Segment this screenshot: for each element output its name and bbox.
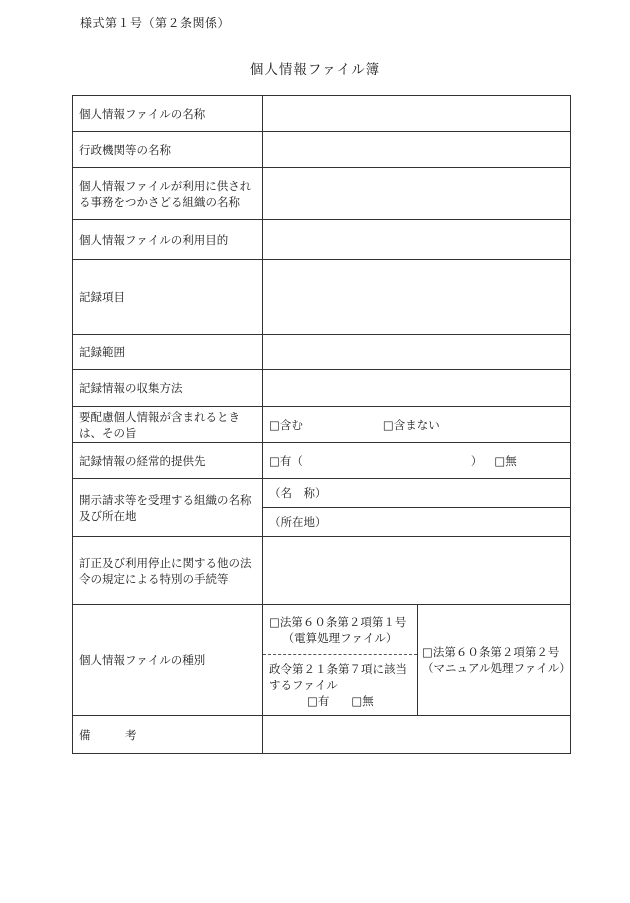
agency-name-field[interactable] — [263, 132, 571, 168]
disclosure-name-field[interactable]: （名 称） — [263, 479, 571, 508]
row-regular-provision — [73, 443, 571, 479]
ordinance-options — [269, 693, 411, 709]
remarks-label: 備 考 — [73, 716, 263, 754]
row-agency-name — [73, 132, 571, 168]
contains-checkbox[interactable]: □含む — [269, 417, 303, 432]
page-title: 個人情報ファイル簿 — [249, 62, 381, 78]
collection-method-label: 記録情報の収集方法 — [73, 370, 263, 407]
disclosure-org-label: 開示請求等を受理する組織の名称及び所在地 — [73, 479, 263, 537]
provision-yes-checkbox[interactable]: □有（ — [269, 453, 303, 468]
ordinance-option — [263, 655, 418, 716]
row-purpose — [73, 220, 571, 260]
manual-file-checkbox[interactable]: □法第６０条第２項第２号 — [422, 645, 560, 659]
computer-file-checkbox[interactable]: □法第６０条第２項第１号 — [269, 614, 407, 629]
record-items-field[interactable] — [263, 260, 571, 335]
regular-provision-options — [263, 443, 571, 479]
disclosure-address-field[interactable]: （所在地） — [263, 508, 571, 537]
not-contains-checkbox[interactable]: □含まない — [382, 417, 440, 432]
special-procedures-label: 訂正及び利用停止に関する他の法令の規定による特別の手続等 — [73, 537, 263, 605]
org-name-field[interactable] — [263, 168, 571, 220]
row-file-name — [73, 96, 571, 132]
computer-file-note: （電算処理ファイル） — [282, 630, 398, 645]
record-items-label: 記録項目 — [73, 260, 263, 335]
computer-file-option — [263, 605, 418, 655]
row-record-items — [73, 260, 571, 335]
file-name-label: 個人情報ファイルの名称 — [73, 96, 263, 132]
row-sensitive-info — [73, 407, 571, 443]
manual-file-option — [418, 605, 571, 716]
ordinance-text-line1: 政令第２１条第７項に該当 — [269, 662, 407, 676]
row-remarks — [73, 716, 571, 754]
row-org-name — [73, 168, 571, 220]
record-scope-field[interactable] — [263, 335, 571, 370]
ordinance-text-line2: するファイル — [269, 678, 338, 692]
provision-no-checkbox[interactable]: □無 — [494, 453, 517, 468]
sensitive-info-options — [263, 407, 571, 443]
collection-method-field[interactable] — [263, 370, 571, 407]
provision-paren-close: ） — [470, 453, 483, 468]
purpose-label: 個人情報ファイルの利用目的 — [73, 220, 263, 260]
row-collection-method — [73, 370, 571, 407]
ordinance-yes-checkbox[interactable]: □有 — [307, 694, 330, 708]
form-number-label: 様式第１号（第２条関係） — [80, 16, 231, 30]
special-procedures-field[interactable] — [263, 537, 571, 605]
sensitive-info-label: 要配慮個人情報が含まれるときは、その旨 — [73, 407, 263, 443]
record-scope-label: 記録範囲 — [73, 335, 263, 370]
file-name-field[interactable] — [263, 96, 571, 132]
personal-info-file-register-table — [72, 95, 571, 754]
agency-name-label: 行政機関等の名称 — [73, 132, 263, 168]
org-name-label: 個人情報ファイルが利用に供される事務をつかさどる組織の名称 — [73, 168, 263, 220]
remarks-field[interactable] — [263, 716, 571, 754]
row-special-procedures — [73, 537, 571, 605]
file-type-label: 個人情報ファイルの種別 — [73, 605, 263, 716]
row-record-scope — [73, 335, 571, 370]
manual-file-note: （マニュアル処理ファイル） — [422, 661, 571, 675]
ordinance-no-checkbox[interactable]: □無 — [351, 694, 374, 708]
row-disclosure-name — [73, 479, 571, 508]
row-file-type-top — [73, 605, 571, 655]
regular-provision-label: 記録情報の経常的提供先 — [73, 443, 263, 479]
purpose-field[interactable] — [263, 220, 571, 260]
